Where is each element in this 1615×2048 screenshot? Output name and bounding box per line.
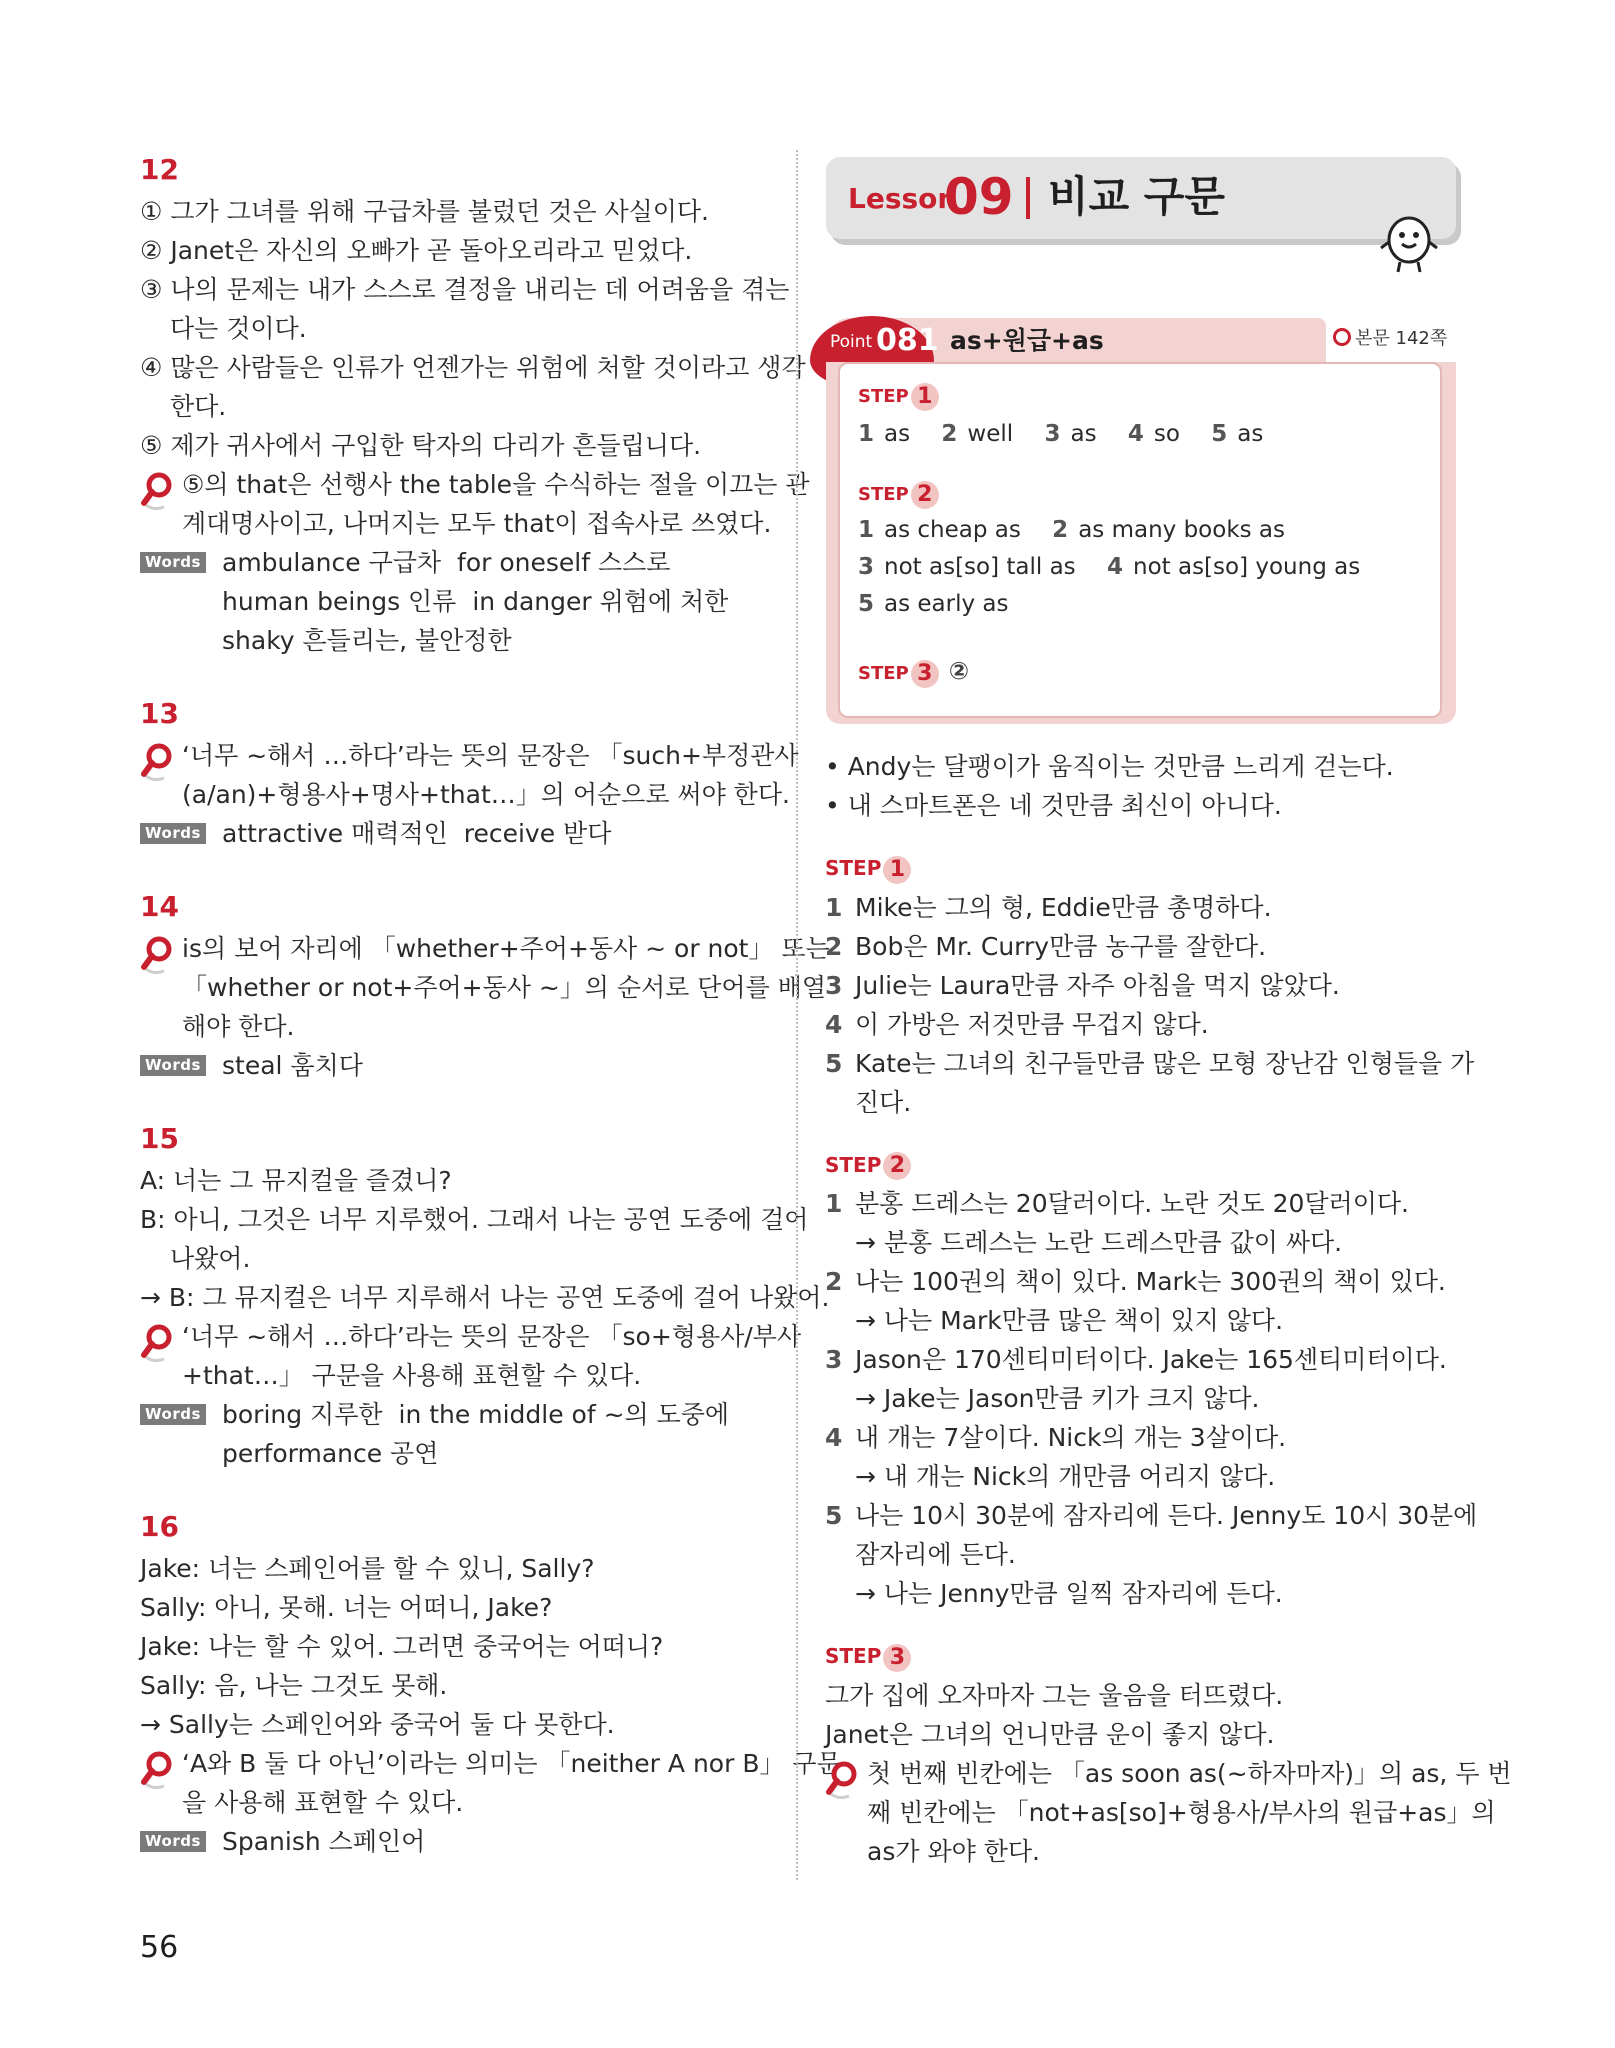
word-entry: performance 공연: [222, 1439, 439, 1468]
step-number: 3: [911, 660, 939, 688]
item-text: 이 가방은 저것만큼 무겁지 않다.: [855, 1009, 1209, 1039]
answer-line: Sally: 음, 나는 그것도 못해.: [140, 1671, 448, 1700]
item-text: 나는 10시 30분에 잠자리에 든다. Jenny도 10시 30분에: [855, 1501, 1478, 1530]
answer-num: 4: [1127, 421, 1144, 447]
answer-num: 3: [1044, 421, 1061, 447]
step-item: [825, 1184, 1455, 1223]
answer-text: as: [1070, 421, 1097, 447]
answer-num: 5: [858, 591, 875, 617]
magnifier-icon: [140, 742, 174, 782]
left-column: [140, 150, 841, 1895]
item-text: Julie는 Laura만큼 자주 아침을 먹지 않았다.: [855, 970, 1340, 1000]
words-line: [222, 1046, 772, 1085]
step-item: [825, 1262, 1455, 1301]
item-num: 3: [825, 970, 843, 1000]
point-number: 081: [876, 323, 939, 358]
step-1-section: [825, 853, 1455, 884]
words-badge: Words: [140, 1055, 206, 1076]
magnifier-icon: [825, 1760, 859, 1800]
page-reference-text: 본문 142쪽: [1355, 328, 1448, 349]
answer-text: as: [884, 421, 911, 447]
step-item-continued: 진다.: [855, 1087, 912, 1117]
item-answer: → 내 개는 Nick의 개만큼 어리지 않다.: [855, 1462, 1276, 1491]
tip-line: 째 빈칸에는 「not+as[so]+형용사/부사의 원급+as」의: [867, 1797, 1496, 1827]
answer-line: A: 너는 그 뮤지컬을 즐겼니?: [140, 1166, 452, 1195]
item-num: 1: [825, 892, 843, 922]
step-label: [858, 480, 1360, 510]
step-label: [858, 656, 969, 689]
step-word: STEP: [825, 856, 882, 880]
step-label: [858, 382, 1263, 412]
answer-text: as cheap as: [884, 517, 1021, 543]
item-text: Mike는 그의 형, Eddie만큼 총명하다.: [855, 892, 1272, 922]
point-step-2: [858, 480, 1360, 623]
answer-line: ② Janet은 자신의 오빠가 곧 돌아오리라고 믿었다.: [140, 236, 693, 265]
answer-line: ③ 나의 문제는 내가 스스로 결정을 내리는 데 어려움을 겪는: [140, 275, 790, 304]
tip-line: ‘너무 ~해서 …하다’라는 뜻의 문장은 「such+부정관사: [182, 741, 799, 770]
step-item: [825, 966, 1455, 1005]
bullet-line: • 내 스마트폰은 네 것만큼 최신이 아니다.: [825, 791, 1282, 820]
tip-line: 계대명사이고, 나머지는 모두 that이 접속사로 쓰였다.: [182, 509, 772, 538]
step-item: [825, 1496, 1478, 1535]
answer-13: [140, 694, 799, 853]
tip-line: ‘A와 B 둘 다 아닌’이라는 의미는 「neither A nor B」 구문: [182, 1749, 841, 1778]
answer-12: [140, 150, 810, 660]
step-item: [825, 1005, 1455, 1044]
answer-num: 2: [1052, 517, 1069, 543]
lesson-number: 09: [944, 168, 1014, 226]
step-number: 1: [911, 383, 939, 411]
answer-line: 한다.: [170, 392, 227, 421]
point-step-1: [858, 382, 1263, 453]
step-word: STEP: [825, 1644, 882, 1668]
word-entry: attractive 매력적인: [222, 819, 448, 848]
answer-line: → B: 그 뮤지컬은 너무 지루해서 나는 공연 도중에 걸어 나왔어.: [140, 1283, 830, 1312]
step-number: 2: [883, 1152, 911, 1180]
answer-15: [140, 1119, 830, 1473]
step-word: STEP: [858, 663, 909, 684]
explanation-tip: [825, 1754, 1512, 1871]
step-number: 2: [911, 481, 939, 509]
mascot-icon: [1378, 210, 1440, 276]
item-answer: → 나는 Mark만큼 많은 책이 있지 않다.: [855, 1306, 1284, 1335]
tip-line: (a/an)+형용사+명사+that…」의 어순으로 써야 한다.: [182, 780, 790, 809]
tip-line: ⑤의 that은 선행사 the table을 수식하는 절을 이끄는 관: [182, 470, 810, 499]
answer-line: Jake: 나는 할 수 있어. 그러면 중국어는 어떠니?: [140, 1632, 664, 1661]
item-num: 2: [825, 1267, 843, 1296]
word-entry: human beings 인류: [222, 587, 457, 616]
step-3-section: [825, 1641, 1455, 1672]
point-step-3: [858, 656, 969, 689]
answer-line: → Sally는 스페인어와 중국어 둘 다 못한다.: [140, 1710, 615, 1739]
question-number: 16: [140, 1510, 179, 1543]
step-2-section: [825, 1150, 1455, 1181]
explanation-tip: [140, 1317, 801, 1395]
right-explanations: [825, 747, 1512, 1871]
item-text: Kate는 그녀의 친구들만큼 많은 모형 장난감 인형들을 가: [855, 1048, 1475, 1078]
word-entry: Spanish 스페인어: [222, 1827, 426, 1856]
answer-num: 3: [858, 554, 875, 580]
bullet-line: • Andy는 달팽이가 움직이는 것만큼 느리게 걷는다.: [825, 752, 1394, 781]
explanation-tip: [140, 929, 830, 1046]
answer-text: as early as: [884, 591, 1009, 617]
answer-14: [140, 887, 830, 1085]
step-word: STEP: [858, 484, 909, 505]
lesson-label: Lesson: [848, 182, 958, 215]
bullet-circle-icon: [1333, 328, 1351, 346]
magnifier-icon: [140, 1323, 174, 1363]
answer-num: 1: [858, 421, 875, 447]
word-entry: shaky 흔들리는, 불안정한: [222, 626, 512, 655]
step-item: [825, 927, 1455, 966]
tip-line: as가 와야 한다.: [867, 1836, 1040, 1866]
step-2-row: [858, 586, 1360, 623]
answer-num: 4: [1106, 554, 1123, 580]
word-entry: ambulance 구급차: [222, 548, 442, 577]
step-item-continued: 잠자리에 든다.: [855, 1540, 1016, 1569]
step-label: [825, 1641, 1455, 1672]
item-text: Jason은 170센티미터이다. Jake는 165센티미터이다.: [855, 1345, 1447, 1374]
item-num: 5: [825, 1501, 843, 1530]
lesson-title: 비교 구문: [1048, 172, 1225, 221]
explanation-tip: [140, 736, 799, 814]
tip-line: 해야 한다.: [182, 1012, 295, 1041]
page-number: 56: [140, 1930, 179, 1965]
lesson-header: [826, 157, 1456, 239]
item-num: 5: [825, 1048, 843, 1078]
answer-line: Janet은 그녀의 언니만큼 운이 좋지 않다.: [825, 1719, 1275, 1749]
item-answer: → 나는 Jenny만큼 일찍 잠자리에 든다.: [855, 1579, 1283, 1608]
word-entry: receive 받다: [463, 819, 612, 848]
item-answer: → 분홍 드레스는 노란 드레스만큼 값이 싸다.: [855, 1228, 1343, 1257]
words-box: [140, 1395, 772, 1473]
item-num: 1: [825, 1189, 843, 1218]
answer-num: 5: [1211, 421, 1228, 447]
word-entry: in danger 위험에 처한: [472, 587, 729, 616]
answer-text: so: [1153, 421, 1180, 447]
word-entry: for oneself 스스로: [457, 548, 671, 577]
step-item: [825, 1418, 1455, 1457]
step-1-answers: [858, 416, 1263, 453]
step-word: STEP: [858, 386, 909, 407]
words-line: [222, 1434, 772, 1473]
step-number: 1: [883, 856, 911, 884]
answer-line: ⑤ 제가 귀사에서 구입한 탁자의 다리가 흔들립니다.: [140, 431, 702, 460]
tip-line: is의 보어 자리에 「whether+주어+동사 ~ or not」 또는: [182, 934, 830, 963]
answer-num: 2: [941, 421, 958, 447]
question-number: 14: [140, 890, 179, 923]
words-badge: Words: [140, 823, 206, 844]
lesson-divider: [1026, 177, 1030, 219]
tip-line: ‘너무 ~해서 …하다’라는 뜻의 문장은 「so+형용사/부사: [182, 1322, 801, 1351]
words-box: [140, 814, 772, 853]
item-text: 나는 100권의 책이 있다. Mark는 300권의 책이 있다.: [855, 1267, 1446, 1296]
item-text: 내 개는 7살이다. Nick의 개는 3살이다.: [855, 1423, 1287, 1452]
word-entry: boring 지루한: [222, 1400, 383, 1429]
step-item: [825, 1340, 1455, 1379]
step-item: [825, 1044, 1475, 1083]
answer-line: 나왔어.: [170, 1244, 251, 1273]
step-word: STEP: [825, 1152, 882, 1177]
step-item: [825, 888, 1455, 927]
step-2-row: [858, 549, 1360, 586]
words-line: [222, 582, 772, 621]
item-num: 3: [825, 1345, 843, 1374]
point-label: Point: [830, 332, 873, 352]
column-divider: [796, 150, 798, 1880]
step-label: [825, 853, 1455, 884]
item-text: Bob은 Mr. Curry만큼 농구를 잘한다.: [855, 931, 1267, 961]
word-entry: steal 훔치다: [222, 1051, 363, 1080]
item-answer: → Jake는 Jason만큼 키가 크지 않다.: [855, 1384, 1260, 1413]
answer-text: as many books as: [1078, 517, 1286, 543]
word-entry: in the middle of ~의 도중에: [398, 1400, 730, 1429]
tip-line: +that…」 구문을 사용해 표현할 수 있다.: [182, 1361, 642, 1390]
answer-line: ④ 많은 사람들은 인류가 언젠가는 위험에 처할 것이라고 생각: [140, 353, 806, 382]
words-line: [222, 543, 772, 582]
words-badge: Words: [140, 1404, 206, 1425]
words-line: [222, 1822, 772, 1861]
answer-text: not as[so] young as: [1133, 554, 1361, 580]
explanation-tip: [140, 465, 810, 543]
point-title: as+원급+as: [950, 326, 1104, 355]
magnifier-icon: [140, 471, 174, 511]
point-answer-box: [838, 362, 1442, 718]
bullet-text: 내 스마트폰은 네 것만큼 최신이 아니다.: [847, 791, 1282, 820]
answer-num: 1: [858, 517, 875, 543]
answer-line: Jake: 너는 스페인어를 할 수 있니, Sally?: [140, 1554, 595, 1583]
step-2-row: [858, 512, 1360, 549]
answer-line: Sally: 아니, 못해. 너는 어떠니, Jake?: [140, 1593, 553, 1622]
item-num: 2: [825, 931, 843, 961]
words-box: [140, 543, 772, 660]
magnifier-icon: [140, 935, 174, 975]
question-number: 13: [140, 697, 179, 730]
answer-line: B: 아니, 그것은 너무 지루했어. 그래서 나는 공연 도중에 걸어: [140, 1205, 809, 1234]
words-box: [140, 1822, 772, 1861]
answer-text: not as[so] tall as: [884, 554, 1076, 580]
words-line: [222, 1395, 772, 1434]
answer-16: [140, 1507, 841, 1861]
step-number: 3: [883, 1644, 911, 1672]
answer-line: ① 그가 그녀를 위해 구급차를 불렀던 것은 사실이다.: [140, 197, 709, 226]
answer-line: 다는 것이다.: [170, 314, 307, 343]
question-number: 12: [140, 153, 179, 186]
tip-line: 을 사용해 표현할 수 있다.: [182, 1788, 464, 1817]
item-num: 4: [825, 1009, 843, 1039]
tip-line: 「whether or not+주어+동사 ~」의 순서로 단어를 배열: [182, 973, 826, 1002]
step-3-answer: ②: [948, 657, 970, 685]
words-badge: Words: [140, 552, 206, 573]
words-box: [140, 1046, 772, 1085]
explanation-tip: [140, 1744, 841, 1822]
bullet-text: Andy는 달팽이가 움직이는 것만큼 느리게 걷는다.: [847, 752, 1394, 781]
answer-text: as: [1237, 421, 1264, 447]
question-number: 15: [140, 1122, 179, 1155]
answer-text: well: [967, 421, 1014, 447]
words-badge: Words: [140, 1831, 206, 1852]
step-label: [825, 1150, 1455, 1181]
words-line: [222, 814, 772, 853]
answer-line: 그가 집에 오자마자 그는 울음을 터뜨렸다.: [825, 1680, 1284, 1710]
words-line: [222, 621, 772, 660]
magnifier-icon: [140, 1750, 174, 1790]
page-reference: [1333, 324, 1447, 354]
item-num: 4: [825, 1423, 843, 1452]
tip-line: 첫 번째 빈칸에는 「as soon as(~하자마자)」의 as, 두 번: [867, 1758, 1512, 1788]
item-text: 분홍 드레스는 20달러이다. 노란 것도 20달러이다.: [855, 1189, 1409, 1218]
